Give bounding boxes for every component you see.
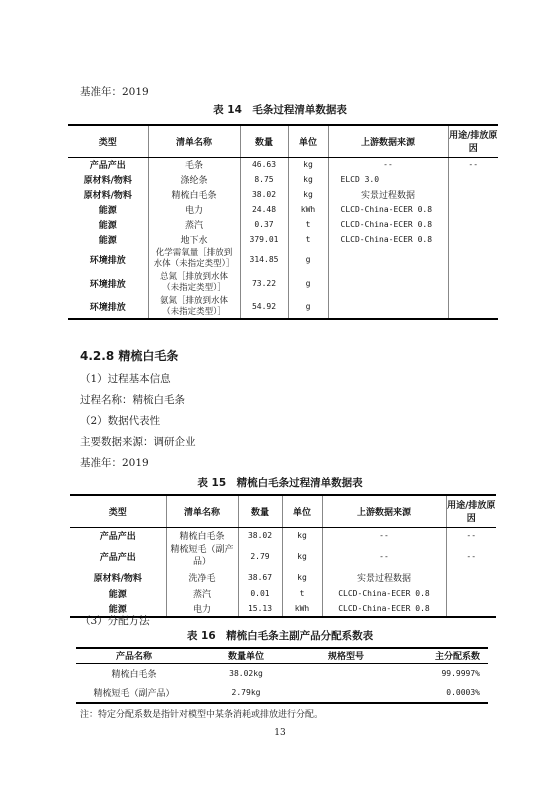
t15-cell-reason: -- (466, 551, 477, 561)
t16-header-name: 产品名称 (76, 648, 192, 663)
t15-cell-qty: 38.02 (238, 527, 282, 543)
table14 (68, 124, 498, 320)
t14-header-type: 类型 (68, 125, 148, 157)
t15-cell-qty: 2.79 (238, 543, 282, 569)
table-row (68, 172, 498, 187)
t14-cell-name: 精梳白毛条 (148, 187, 240, 202)
table-row (70, 569, 496, 585)
para-process-name: 过程名称：精梳白毛条 (80, 394, 185, 406)
t16-cell-name: 精梳白毛条 (111, 669, 157, 680)
table-row (68, 187, 498, 202)
table16-caption: 表 16 精梳白毛条主副产品分配系数表 (186, 630, 374, 642)
t14-cell-unit: g (288, 295, 328, 319)
t14-cell-reason (448, 247, 498, 271)
t14-cell-unit: t (288, 232, 328, 247)
table-row (76, 683, 488, 703)
para-data-rep: （2）数据代表性 (80, 415, 161, 427)
t14-cell-name: 化学需氧量［排放到水体（未指定类型）］ (148, 247, 240, 271)
t14-cell-qty: 54.92 (240, 295, 288, 319)
t14-cell-type: 环境排放 (68, 271, 148, 295)
t15-cell-unit: kg (282, 569, 322, 585)
t14-cell-unit: kWh (288, 202, 328, 217)
t14-cell-reason (448, 202, 498, 217)
t15-cell-qty: 0.01 (238, 585, 282, 601)
para-basic-info: （1）过程基本信息 (80, 373, 171, 385)
t14-cell-name: 毛条 (148, 157, 240, 172)
section-heading: 4.2.8 精梳白毛条 (80, 349, 179, 363)
t14-cell-qty: 24.48 (240, 202, 288, 217)
t15-cell-reason: -- (466, 530, 477, 540)
t14-cell-src: 实景过程数据 (328, 187, 448, 202)
t15-cell-src: CLCD-China-ECER 0.8 (322, 585, 446, 601)
t15-header-name: 清单名称 (166, 495, 238, 527)
t16-cell-name: 精梳短毛（副产品） (93, 689, 175, 699)
footnote: 注：特定分配系数是指针对模型中某条消耗或排放进行分配。 (80, 710, 324, 720)
t14-cell-src: -- (328, 157, 448, 172)
table-row (76, 663, 488, 683)
t15-cell-unit: kWh (282, 601, 322, 617)
t16-cell-spec (300, 663, 392, 683)
t14-cell-src (328, 295, 448, 319)
t14-cell-src: CLCD-China-ECER 0.8 (328, 217, 448, 232)
t15-cell-src: CLCD-China-ECER 0.8 (322, 601, 446, 617)
table-row (68, 247, 498, 271)
t14-cell-unit: kg (288, 187, 328, 202)
t14-cell-qty: 0.37 (240, 217, 288, 232)
t15-cell-qty: 38.67 (238, 569, 282, 585)
t14-cell-unit: kg (288, 172, 328, 187)
t14-cell-unit: g (288, 247, 328, 271)
table14-caption: 表 14 毛条过程清单数据表 (213, 104, 347, 116)
t14-cell-src (328, 271, 448, 295)
t14-cell-name: 电力 (148, 202, 240, 217)
t15-cell-name: 电力 (166, 601, 238, 617)
t15-cell-type: 原材料/物料 (70, 569, 166, 585)
t14-cell-unit: g (288, 271, 328, 295)
t14-cell-src (328, 247, 448, 271)
t14-header-unit: 单位 (288, 125, 328, 157)
t14-header-name: 清单名称 (148, 125, 240, 157)
t14-cell-reason (448, 232, 498, 247)
t15-cell-reason (446, 569, 496, 585)
t15-cell-src: 实景过程数据 (322, 569, 446, 585)
t16-cell-coef: 0.0003% (446, 688, 480, 697)
table-row (68, 202, 498, 217)
t15-cell-type: 产品产出 (70, 527, 166, 543)
table-row (70, 527, 496, 543)
table-row (70, 585, 496, 601)
t15-header-qty: 数量 (238, 495, 282, 527)
t15-cell-name: 精梳白毛条 (166, 527, 238, 543)
t14-header-qty: 数量 (240, 125, 288, 157)
t14-cell-reason (448, 295, 498, 319)
para-data-source: 主要数据来源：调研企业 (80, 436, 196, 448)
t15-cell-unit: kg (282, 543, 322, 569)
t14-cell-type: 环境排放 (68, 295, 148, 319)
t14-cell-reason (448, 217, 498, 232)
t15-cell-unit: t (282, 585, 322, 601)
t14-cell-src: CLCD-China-ECER 0.8 (328, 202, 448, 217)
t14-cell-type: 产品产出 (68, 157, 148, 172)
base-year-top: 基准年：2019 (80, 86, 149, 98)
t15-cell-src: -- (322, 527, 446, 543)
t15-cell-qty: 15.13 (238, 601, 282, 617)
para-base-year: 基准年：2019 (80, 457, 149, 469)
t15-cell-name: 洗净毛 (166, 569, 238, 585)
t14-cell-qty: 46.63 (240, 157, 288, 172)
t15-cell-type: 能源 (70, 585, 166, 601)
t14-cell-name: 蒸汽 (148, 217, 240, 232)
t14-cell-unit: kg (288, 157, 328, 172)
t16-cell-spec (300, 683, 392, 703)
t14-cell-name: 总氮［排放到水体（未指定类型）］ (148, 271, 240, 295)
t14-cell-reason (448, 271, 498, 295)
t15-header-reason: 用途/排放原因 (446, 495, 496, 527)
table16 (76, 647, 488, 704)
t15-cell-src: -- (322, 543, 446, 569)
t16-cell-qty: 2.79kg (231, 688, 261, 697)
t15-header-unit: 单位 (282, 495, 322, 527)
table15-caption: 表 15 精梳白毛条过程清单数据表 (197, 477, 363, 489)
t14-cell-reason: -- (468, 160, 479, 170)
t16-cell-qty: 38.02kg (229, 668, 263, 678)
t14-cell-type: 能源 (68, 217, 148, 232)
t14-cell-qty: 314.85 (240, 247, 288, 271)
t15-cell-type: 能源 (70, 601, 166, 617)
para-allocation: （3）分配方法 (80, 615, 150, 627)
t15-cell-reason (446, 585, 496, 601)
t14-cell-reason (448, 187, 498, 202)
t14-cell-src: ELCD 3.0 (328, 172, 448, 187)
t16-header-coef: 主分配系数 (392, 648, 488, 663)
page-number: 13 (274, 728, 286, 738)
t14-cell-qty: 73.22 (240, 271, 288, 295)
table-row (70, 543, 496, 569)
t14-cell-qty: 8.75 (240, 172, 288, 187)
t15-header-src: 上游数据来源 (322, 495, 446, 527)
t16-header-qty: 数量单位 (192, 648, 300, 663)
t16-header-spec: 规格型号 (300, 648, 392, 663)
table15 (70, 494, 496, 618)
t14-cell-type: 能源 (68, 202, 148, 217)
t15-cell-type: 产品产出 (70, 543, 166, 569)
t14-cell-reason (448, 172, 498, 187)
t16-cell-coef: 99.9997% (441, 668, 480, 678)
t14-cell-qty: 379.01 (240, 232, 288, 247)
t14-cell-type: 环境排放 (68, 247, 148, 271)
table-row (68, 295, 498, 319)
t14-cell-name: 氨氮［排放到水体（未指定类型）］ (148, 295, 240, 319)
t14-cell-type: 原材料/物料 (68, 172, 148, 187)
table-row (68, 217, 498, 232)
t14-cell-qty: 38.02 (240, 187, 288, 202)
t14-cell-unit: t (288, 217, 328, 232)
t14-cell-type: 原材料/物料 (68, 187, 148, 202)
table-row (68, 271, 498, 295)
t15-cell-reason (446, 601, 496, 617)
table-row (68, 157, 498, 172)
table-row (68, 232, 498, 247)
t14-cell-name: 涤纶条 (148, 172, 240, 187)
t14-cell-type: 能源 (68, 232, 148, 247)
t14-cell-name: 地下水 (148, 232, 240, 247)
t14-cell-src: CLCD-China-ECER 0.8 (328, 232, 448, 247)
t15-cell-unit: kg (282, 527, 322, 543)
t14-header-src: 上游数据来源 (328, 125, 448, 157)
t14-header-reason: 用途/排放原因 (448, 125, 498, 157)
t15-cell-name: 精梳短毛（副产品） (166, 543, 238, 569)
t15-cell-name: 蒸汽 (166, 585, 238, 601)
t15-header-type: 类型 (70, 495, 166, 527)
